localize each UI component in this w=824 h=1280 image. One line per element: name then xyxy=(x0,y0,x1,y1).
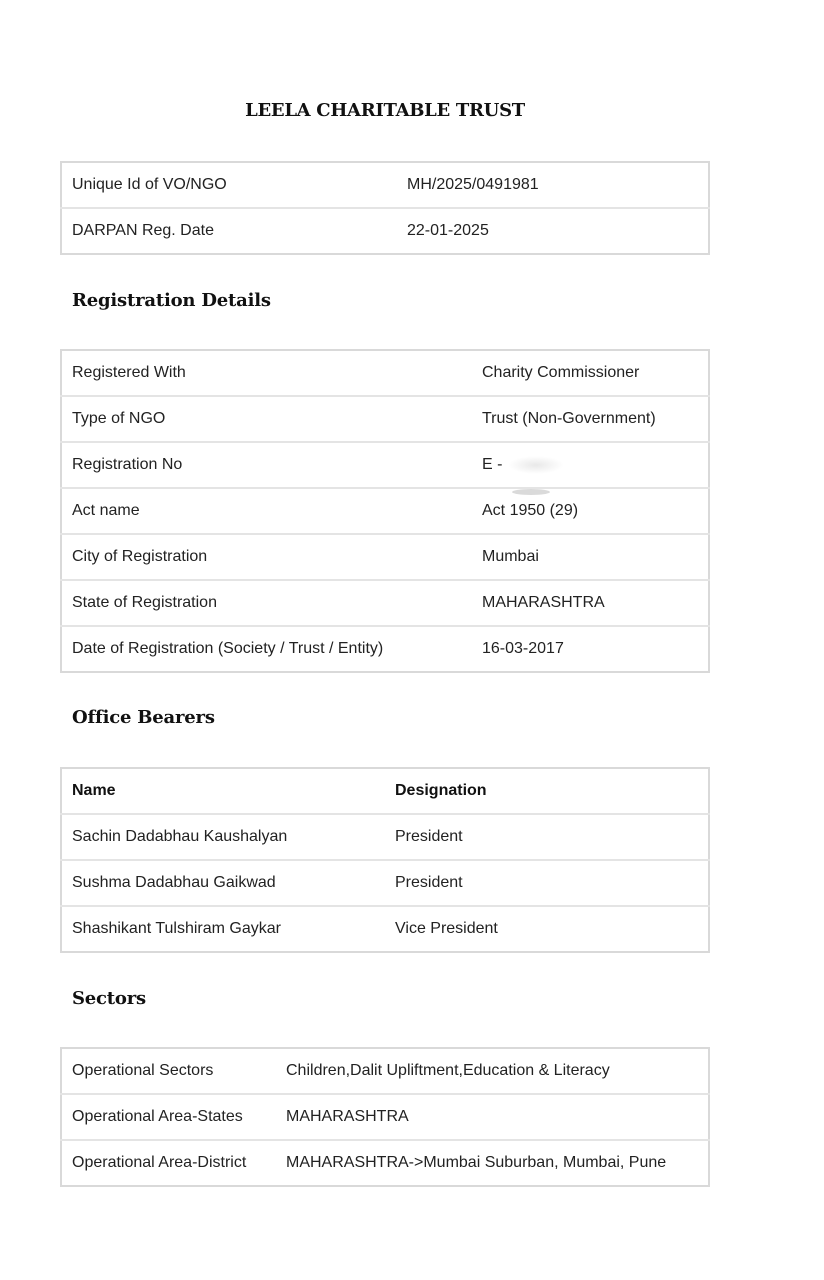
city-value: Mumbai xyxy=(472,534,709,580)
name-column-header: Name xyxy=(72,782,116,799)
bearer-name: Sushma Dadabhau Gaikwad xyxy=(61,860,385,906)
table-row xyxy=(61,814,709,860)
document-title: LEELA CHARITABLE TRUST xyxy=(245,100,525,121)
table-row xyxy=(61,1048,709,1094)
bearer-name: Sachin Dadabhau Kaushalyan xyxy=(61,814,385,860)
operational-states-label: Operational Area-States xyxy=(61,1094,276,1140)
bearer-designation: President xyxy=(385,814,709,860)
table-row xyxy=(61,396,709,442)
act-name-label: Act name xyxy=(61,488,472,534)
table-row xyxy=(61,1140,709,1186)
redaction-blur xyxy=(508,456,564,474)
table-row xyxy=(61,534,709,580)
state-value: MAHARASHTRA xyxy=(472,580,709,626)
bearer-designation: President xyxy=(385,860,709,906)
sectors-table xyxy=(60,1047,710,1187)
act-name-value: Act 1950 (29) xyxy=(472,488,709,534)
table-row xyxy=(61,626,709,672)
identity-table xyxy=(60,161,710,255)
table-row xyxy=(61,350,709,396)
table-row xyxy=(61,906,709,952)
operational-states-value: MAHARASHTRA xyxy=(276,1094,709,1140)
registration-date-value: 16-03-2017 xyxy=(472,626,709,672)
darpan-date-label: DARPAN Reg. Date xyxy=(61,208,397,254)
table-row xyxy=(61,442,709,488)
registration-no-value: E - xyxy=(482,456,503,474)
unique-id-value: MH/2025/0491981 xyxy=(407,176,539,193)
state-label: State of Registration xyxy=(61,580,472,626)
registered-with-value: Charity Commissioner xyxy=(482,364,640,381)
bearer-designation: Vice President xyxy=(385,906,709,952)
office-bearers-section-title: Office Bearers xyxy=(72,707,215,728)
sectors-section-title: Sectors xyxy=(72,988,146,1009)
office-bearers-table xyxy=(60,767,710,953)
designation-column-header: Designation xyxy=(395,782,487,799)
table-row xyxy=(61,860,709,906)
registration-no-label: Registration No xyxy=(61,442,472,488)
operational-sectors-value: Children,Dalit Upliftment,Education & Literacy xyxy=(286,1062,610,1079)
table-row xyxy=(61,580,709,626)
bearer-name: Shashikant Tulshiram Gaykar xyxy=(61,906,385,952)
operational-district-label: Operational Area-District xyxy=(61,1140,276,1186)
table-row xyxy=(61,488,709,534)
ngo-type-label: Type of NGO xyxy=(61,396,472,442)
city-label: City of Registration xyxy=(61,534,472,580)
registration-date-label: Date of Registration (Society / Trust / Entity) xyxy=(61,626,472,672)
unique-id-label: Unique Id of VO/NGO xyxy=(72,176,227,193)
table-row xyxy=(61,1094,709,1140)
table-header-row xyxy=(61,768,709,814)
redaction-smudge xyxy=(512,489,550,495)
registration-section-title: Registration Details xyxy=(72,290,271,311)
ngo-type-value: Trust (Non-Government) xyxy=(472,396,709,442)
registration-table xyxy=(60,349,710,673)
operational-sectors-label: Operational Sectors xyxy=(72,1062,214,1079)
table-row xyxy=(61,162,709,208)
registration-no-cell xyxy=(472,442,709,488)
table-row xyxy=(61,208,709,254)
darpan-date-value: 22-01-2025 xyxy=(397,208,709,254)
registered-with-label: Registered With xyxy=(72,364,186,381)
operational-district-value: MAHARASHTRA->Mumbai Suburban, Mumbai, Pune xyxy=(276,1140,709,1186)
